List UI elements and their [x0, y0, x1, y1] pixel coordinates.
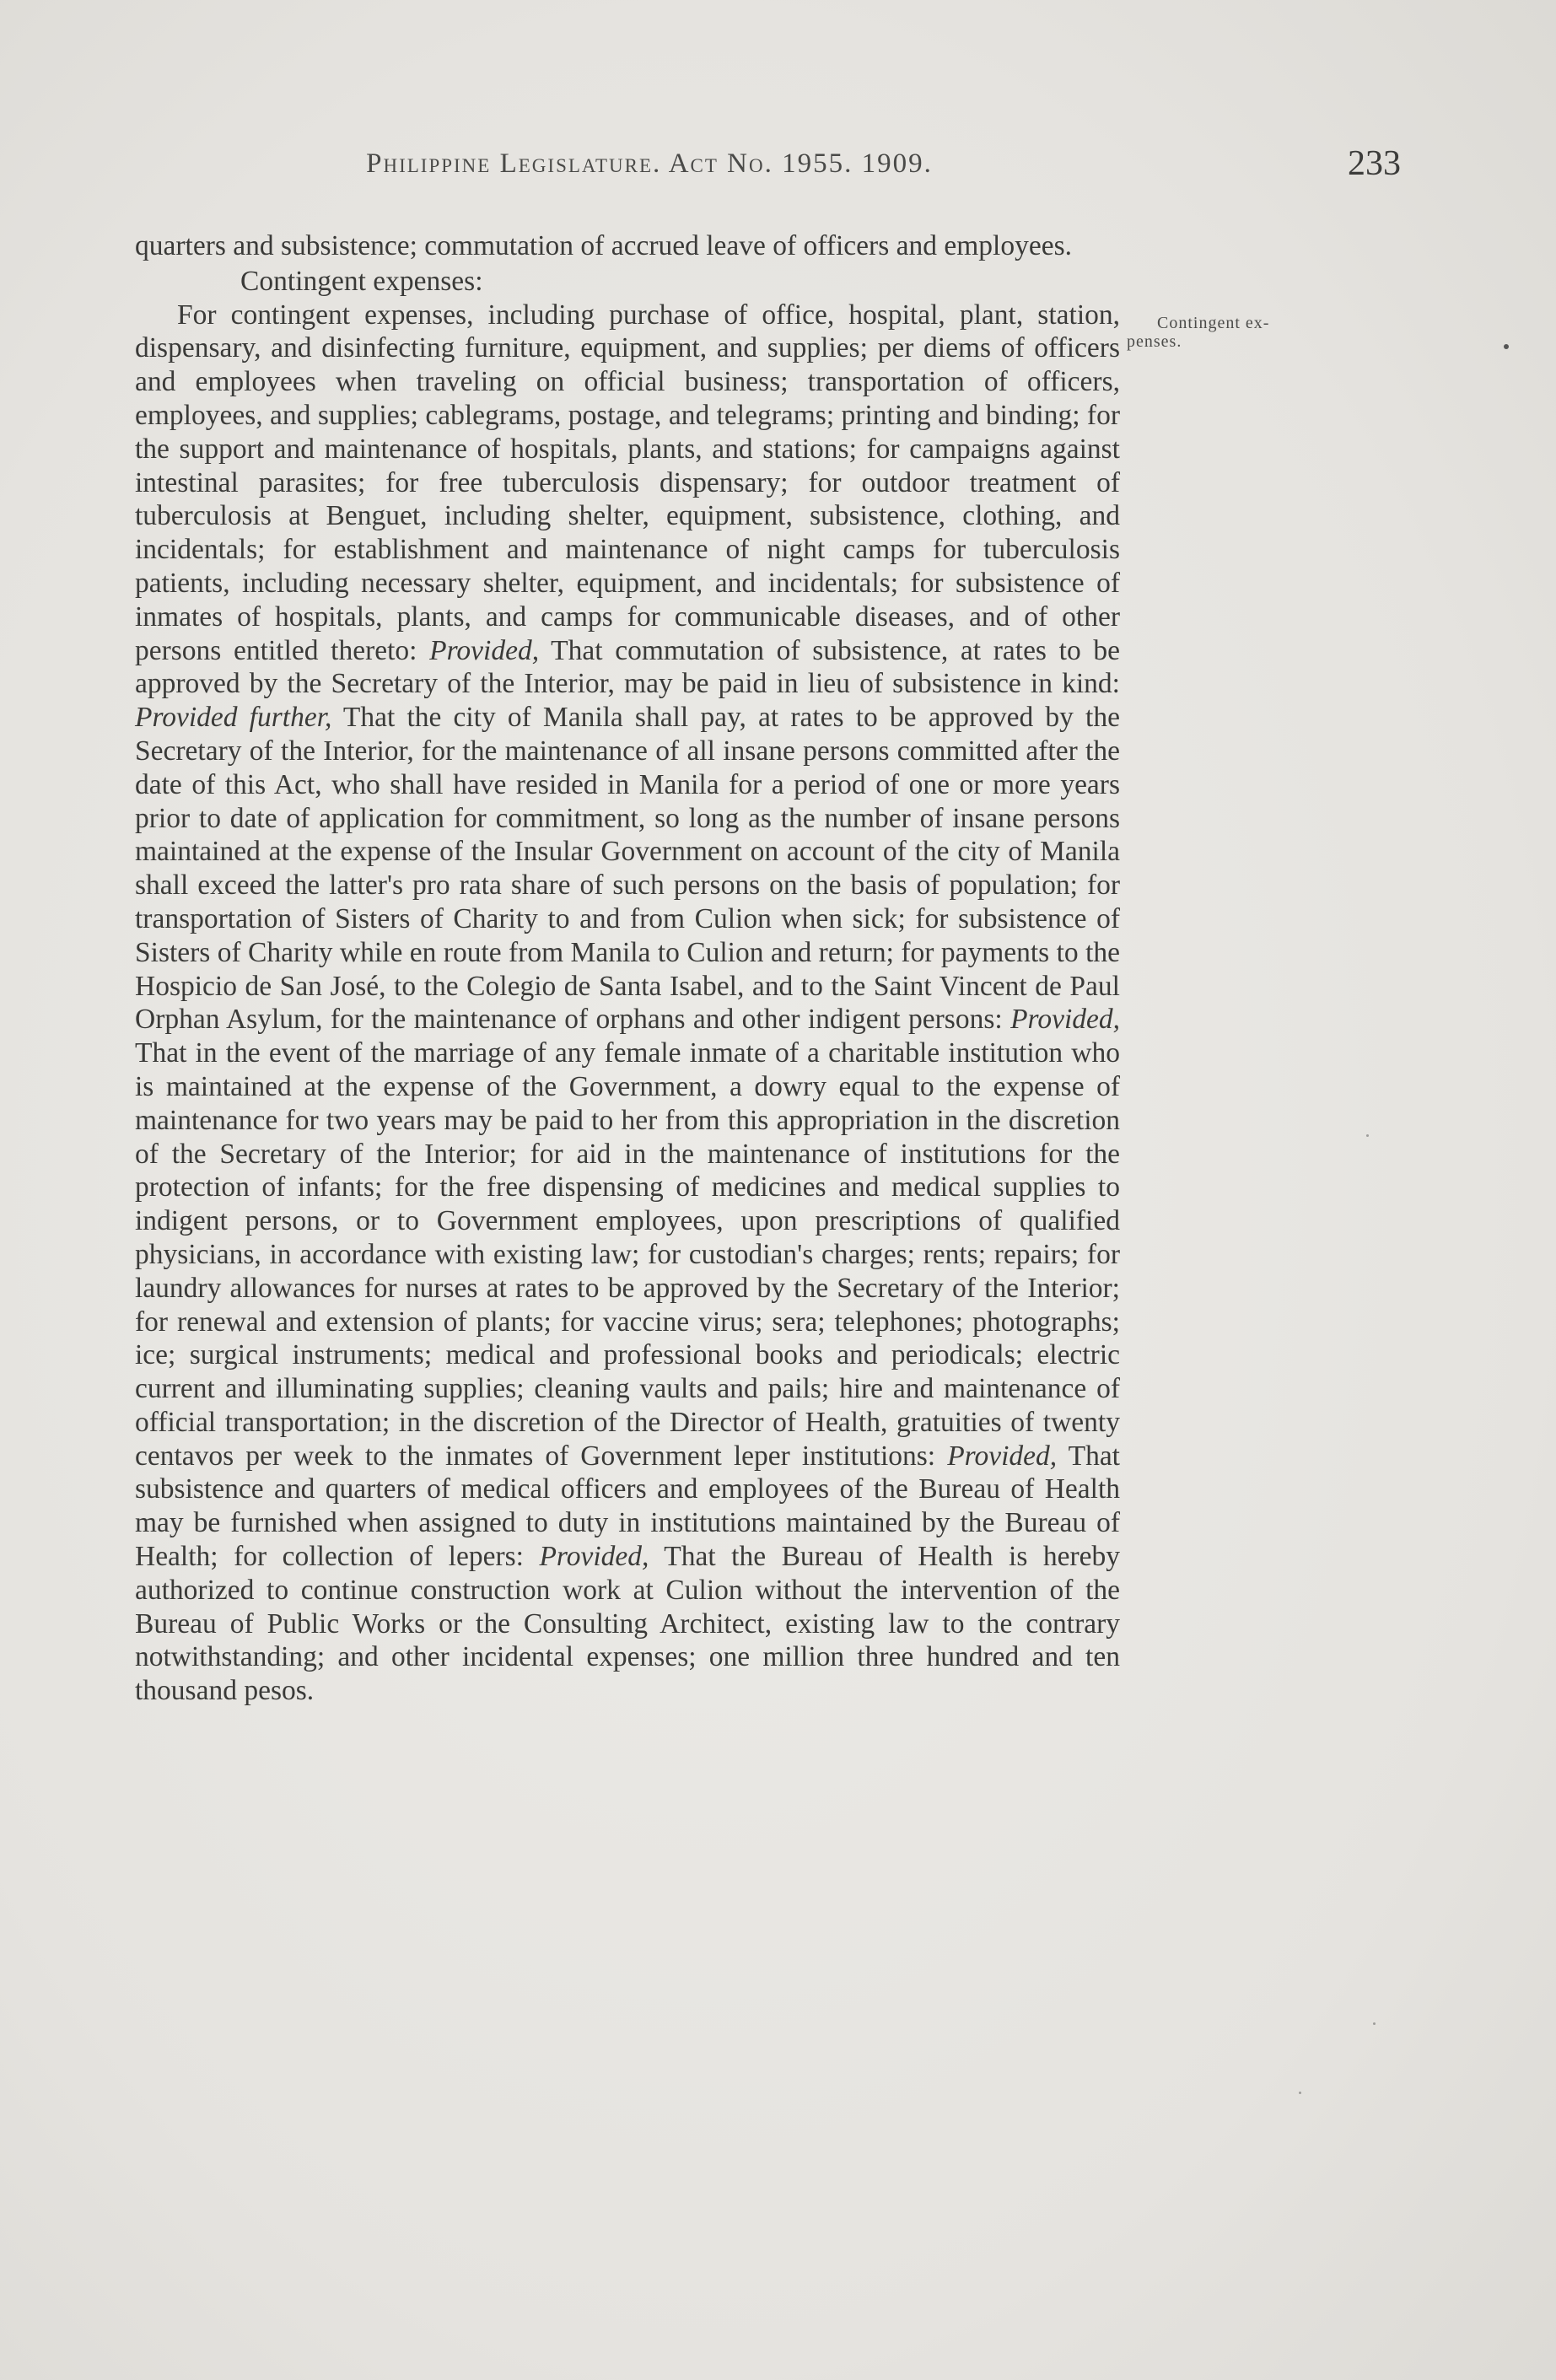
margin-note	[1127, 314, 1380, 351]
text-segment: For contingent expenses, including purchase of office, hospital, plant, station, dispensary, and disinfecting furniture, equipment, and supplies; per diems of officers and employees when traveling on official business; transportation of officers, employees, and supplies; cablegrams, postage, and telegrams; printing and binding; for the support and maintenance of hospitals, plants, and stations; for campaigns against intestinal parasites; for free tuberculosis dispensary; for outdoor treatment of tuberculosis at Benguet, including shelter, equipment, subsistence, clothing, and incidentals; for establishment and maintenance of night camps for tuberculosis patients, including necessary shelter, equipment, and incidentals; for subsistence of inmates of hospitals, plants, and camps for communicable diseases, and of other persons entitled thereto:	[135, 299, 1120, 666]
text-segment: That commutation of subsistence, at rates to be approved by the Secretary of the Interior, may be paid in lieu of subsistence in kind:	[135, 634, 1120, 700]
paper-speck	[1366, 1134, 1369, 1137]
body-text	[135, 229, 1120, 1708]
text-segment: That the Bureau of Health is hereby authorized to continue construction work at Culion without the intervention of the Bureau of Public Works or the Consulting Architect, existing law to the contrary notwithstanding; and other incidental expenses; one million three hundred and ten thousand pesos.	[135, 1541, 1121, 1707]
paper-speck	[1299, 2092, 1301, 2094]
paper-speck	[1504, 344, 1509, 349]
margin-note-line-2: penses.	[1127, 332, 1182, 351]
running-head: Philippine Legislature. Act No. 1955. 1909.	[366, 148, 933, 179]
text-segment: That in the event of the marriage of any female inmate of a charitable institution who is maintained at the expense of the Government, a dowry equal to the expense of maintenance for two years may be paid to her from this appropriation in the discretion of the Secretary of the Interior; for aid in the maintenance of institutions for the protection of infants; for the free dispensing of medicines and medical supplies to indigent persons, or to Government employees, upon prescriptions of qualified physicians, in accordance with existing law; for custodian's charges; rents; repairs; for laundry allowances for nurses at rates to be approved by the Secretary of the Interior; for renewal and extension of plants; for vaccine virus; sera; telephones; photographs; ice; surgical instruments; medical and professional books and periodicals; electric current and illuminating supplies; cleaning vaults and pails; hire and maintenance of official transportation; in the discretion of the Director of Health, gratuities of twenty centavos per week to the inmates of Government leper institutions:	[135, 1037, 1120, 1472]
page-number: 233	[1348, 144, 1401, 183]
paper-speck	[1373, 2022, 1376, 2025]
proviso: Provided,	[947, 1440, 1058, 1472]
proviso: Provided,	[1010, 1004, 1120, 1036]
opening-paragraph: quarters and subsistence; commutation of accrued leave of officers and employees.	[135, 230, 1072, 261]
margin-note-line-1: Contingent ex-	[1157, 314, 1270, 332]
text-segment: That subsistence and quarters of medical officers and employees of the Bureau of Health may be furnished when assigned to duty in institutions maintained by the Bureau of Health; for collection of lepers:	[135, 1440, 1120, 1573]
contingent-expenses-paragraph	[135, 299, 1120, 1708]
proviso: Provided further,	[135, 702, 332, 734]
text-segment: That the city of Manila shall pay, at rates to be approved by the Secretary of the Interior, for the maintenance of all insane persons committed after the date of this Act, who shall have resided in Manila for a period of one or more years prior to date of application for commitment, so long as the number of insane persons maintained at the expense of the Insular Government on account of the city of Manila shall exceed the latter's pro rata share of such persons on the basis of population; for transportation of Sisters of Charity to and from Culion when sick; for subsistence of Sisters of Charity while en route from Manila to Culion and return; for payments to the Hospicio de San José, to the Colegio de Santa Isabel, and to the Saint Vincent de Paul Orphan Asylum, for the maintenance of orphans and other indigent persons:	[135, 702, 1120, 1036]
proviso: Provided,	[429, 634, 540, 666]
proviso: Provided,	[539, 1541, 649, 1573]
section-heading: Contingent expenses:	[240, 265, 483, 297]
